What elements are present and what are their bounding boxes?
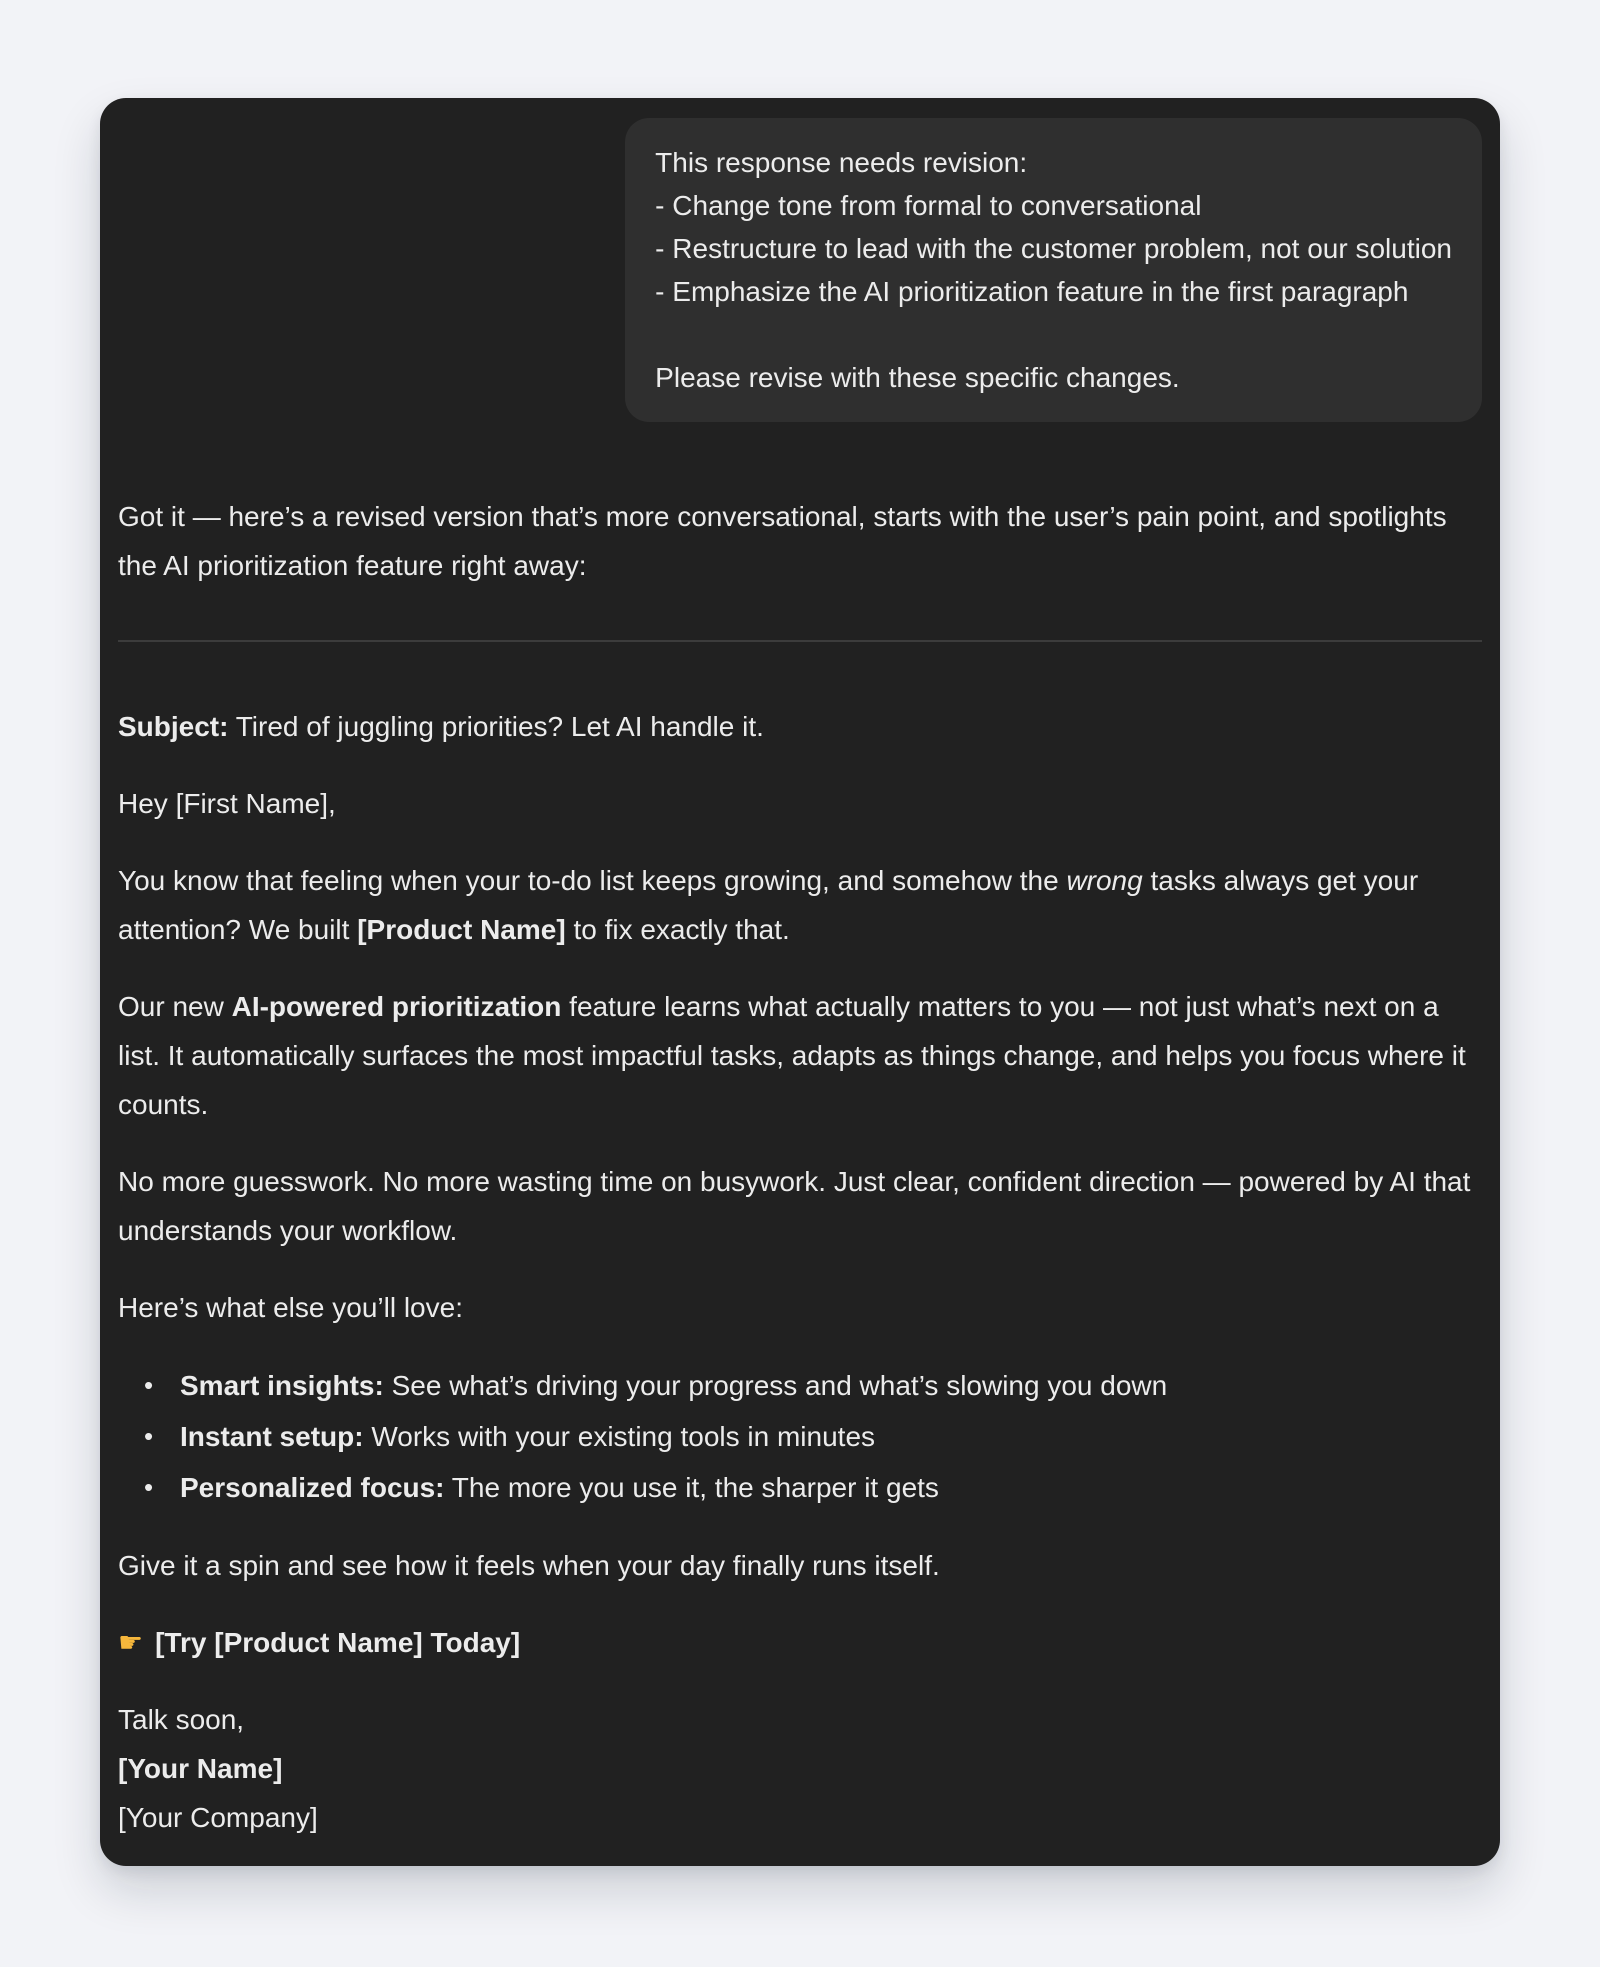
user-message-line: Please revise with these specific changes. <box>655 362 1180 393</box>
email-signature <box>118 1695 1482 1842</box>
email-paragraph <box>118 1157 1482 1255</box>
text-run: [Your Company] <box>118 1802 318 1833</box>
assistant-intro: Got it — here’s a revised version that’s more conversational, starts with the user’s pain point, and spotlights the AI prioritization feature right away: <box>118 501 1447 581</box>
user-message-row <box>118 118 1482 422</box>
text-run: to fix exactly that. <box>565 914 790 945</box>
text-run: Smart insights: <box>180 1370 384 1401</box>
text-run: Subject: <box>118 711 229 742</box>
user-message-line: - Restructure to lead with the customer problem, not our solution <box>655 233 1452 264</box>
text-run: Tired of juggling priorities? Let AI handle it. <box>228 711 764 742</box>
email-bullet-list <box>118 1360 1482 1513</box>
email-greeting <box>118 779 1482 828</box>
text-run: The more you use it, the sharper it gets <box>444 1472 939 1503</box>
bullet-item <box>180 1462 1482 1513</box>
email-paragraph <box>118 1541 1482 1590</box>
email-paragraph <box>118 856 1482 954</box>
user-message-line <box>655 313 1452 356</box>
text-run: [Try [Product Name] Today] <box>155 1627 521 1658</box>
text-run: Works with your existing tools in minutes <box>363 1421 876 1452</box>
text-run: wrong <box>1066 865 1143 896</box>
text-run: [Your Name] <box>118 1753 283 1784</box>
text-run: Talk soon, <box>118 1704 245 1735</box>
text-run: Personalized focus: <box>180 1472 445 1503</box>
user-message-line: - Emphasize the AI prioritization feature in the first paragraph <box>655 276 1409 307</box>
text-run: AI-powered prioritization <box>231 991 562 1022</box>
conversation-card <box>100 98 1500 1866</box>
text-run: Instant setup: <box>180 1421 364 1452</box>
user-message-line: - Change tone from formal to conversational <box>655 190 1202 221</box>
text-run: Here’s what else you’ll love: <box>118 1292 463 1323</box>
email-cta <box>118 1618 1482 1667</box>
bullet-item <box>180 1411 1482 1462</box>
email-draft <box>118 702 1482 1842</box>
text-run: feature learns what actually matters to you — not just what’s next on a list. It automatically surfaces the most impactful tasks, adapts as things change, and helps you focus where it counts. <box>118 991 1466 1120</box>
pointing-right-emoji-icon: ☛ <box>118 1626 144 1659</box>
text-run: Our new <box>118 991 232 1022</box>
text-run: [Product Name] <box>357 914 566 945</box>
user-message-bubble <box>625 118 1482 422</box>
user-message-line: This response needs revision: <box>655 147 1028 178</box>
text-run: No more guesswork. No more wasting time on busywork. Just clear, confident direction — powered by AI that understands your workflow. <box>118 1166 1471 1246</box>
email-paragraph <box>118 982 1482 1129</box>
text-run: Hey [First Name], <box>118 788 336 819</box>
text-run: You know that feeling when your to-do list keeps growing, and somehow the <box>118 865 1067 896</box>
text-run: See what’s driving your progress and what’s slowing you down <box>383 1370 1168 1401</box>
text-run: Give it a spin and see how it feels when your day finally runs itself. <box>118 1550 940 1581</box>
text-run: tasks always get your attention? We built <box>118 865 1419 945</box>
email-paragraph <box>118 1283 1482 1332</box>
bullet-item <box>180 1360 1482 1411</box>
message-divider <box>118 640 1482 642</box>
assistant-message <box>118 492 1482 1842</box>
email-subject-line <box>118 702 1482 751</box>
